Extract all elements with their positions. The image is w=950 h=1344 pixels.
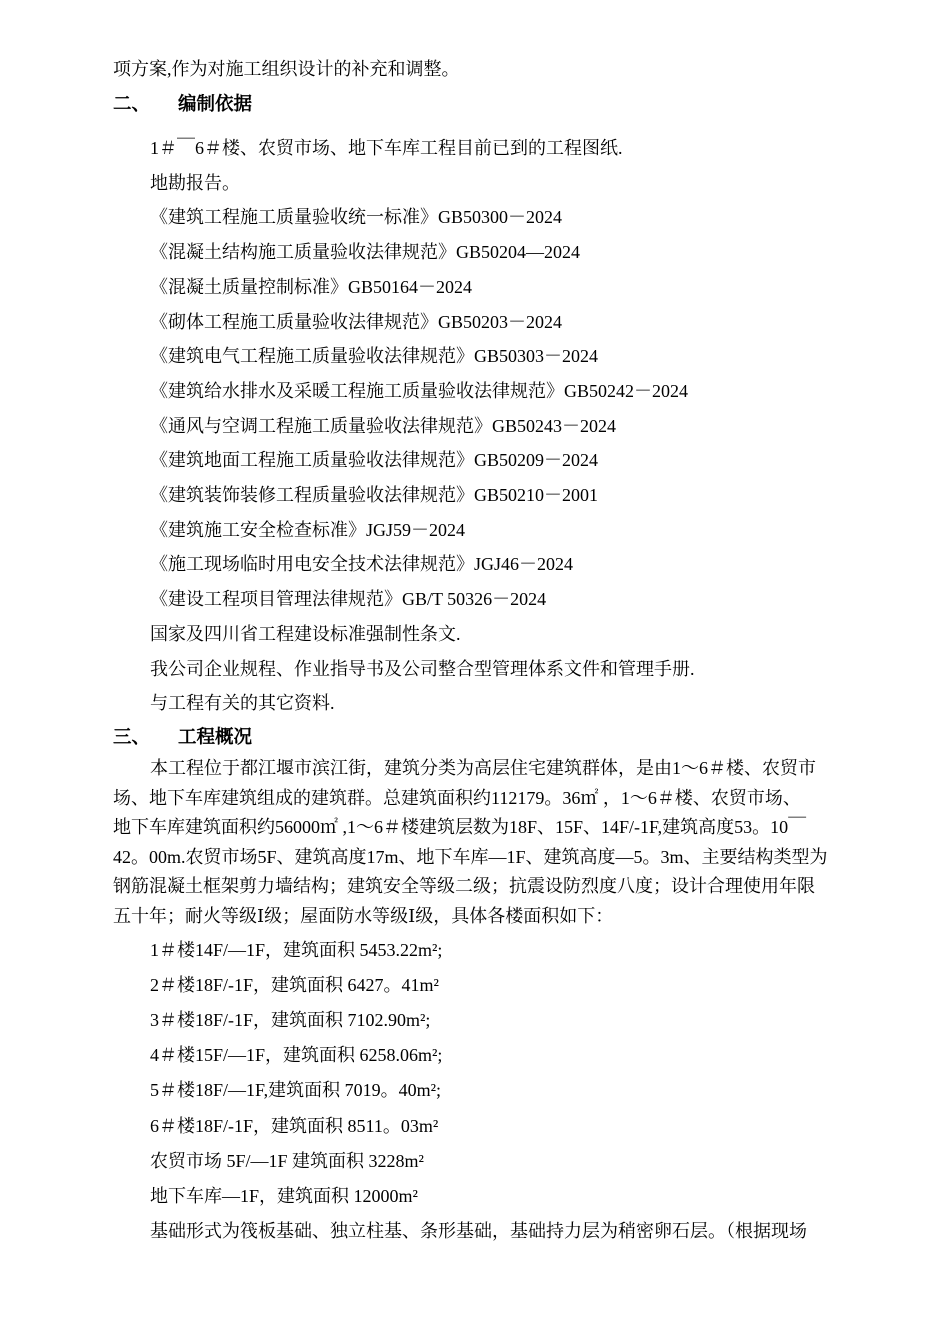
- section-2-number: 二、: [113, 95, 151, 115]
- building-area-item: 农贸市场 5F/—1F 建筑面积 3228m²: [150, 1150, 424, 1171]
- reference-item: 《通风与空调工程施工质量验收法律规范》GB50243－2024: [150, 415, 617, 436]
- overview-line: 钢筋混凝土框架剪力墙结构；建筑安全等级二级；抗震设防烈度八度；设计合理使用年限: [113, 876, 815, 897]
- overview-line: 地下车库建筑面积约56000㎡ ,1～6＃楼建筑层数为18F、15F、14F/-1F,建筑高度53。10￣: [113, 817, 807, 838]
- section-3-heading: [113, 725, 886, 751]
- overview-line: 五十年；耐火等级Ⅰ级；屋面防水等级Ⅰ级，具体各楼面积如下：: [113, 905, 614, 926]
- reference-item: 地勘报告。: [150, 172, 240, 193]
- section-3-number: 三、: [113, 727, 151, 748]
- overview-line: 场、地下车库建筑组成的建筑群。总建筑面积约112179。36㎡ ，1～6＃楼、农贸市场、: [113, 787, 801, 808]
- reference-item: 《施工现场临时用电安全技术法律规范》JGJ46－2024: [150, 554, 574, 575]
- reference-item: 《建筑地面工程施工质量验收法律规范》GB50209－2024: [150, 450, 599, 471]
- reference-item: 《建筑工程施工质量验收统一标准》GB50300－2024: [150, 207, 563, 228]
- reference-item: 《砌体工程施工质量验收法律规范》GB50203－2024: [150, 311, 563, 332]
- reference-item: 与工程有关的其它资料.: [150, 693, 335, 714]
- reference-item: 《混凝土质量控制标准》GB50164－2024: [150, 276, 473, 297]
- building-area-item: 4＃楼15F/—1F，建筑面积 6258.06m²;: [150, 1045, 443, 1066]
- project-overview-paragraph: [113, 754, 886, 932]
- building-area-item: 2＃楼18F/-1F，建筑面积 6427。41m²: [150, 974, 439, 995]
- reference-item: 《建设工程项目管理法律规范》GB/T 50326－2024: [150, 589, 547, 610]
- building-area-item: 地下车库—1F，建筑面积 12000m²: [150, 1185, 418, 1206]
- continuation-paragraph: 项方案,作为对施工组织设计的补充和调整。: [113, 59, 460, 79]
- overview-line: 本工程位于都江堰市滨江街，建筑分类为高层住宅建筑群体，是由1～6＃楼、农贸市: [150, 757, 816, 778]
- reference-item: 《混凝土结构施工质量验收法律规范》GB50204—2024: [150, 242, 581, 263]
- section-2-heading: [113, 92, 886, 118]
- reference-item: 1＃￣6＃楼、农贸市场、地下车库工程目前已到的工程图纸.: [150, 138, 623, 158]
- reference-list: [113, 131, 886, 721]
- reference-item: 《建筑电气工程施工质量验收法律规范》GB50303－2024: [150, 346, 599, 367]
- building-area-item: 3＃楼18F/-1F，建筑面积 7102.90m²;: [150, 1009, 431, 1030]
- building-area-item: 5＃楼18F/—1F,建筑面积 7019。40m²;: [150, 1080, 441, 1101]
- reference-item: 国家及四川省工程建设标准强制性条文.: [150, 623, 461, 644]
- building-area-list: [113, 933, 886, 1215]
- building-area-item: 6＃楼18F/-1F，建筑面积 8511。03m²: [150, 1115, 439, 1136]
- reference-item: 我公司企业规程、作业指导书及公司整合型管理体系文件和管理手册.: [150, 658, 695, 679]
- section-3-title: 工程概况: [178, 727, 253, 748]
- foundation-paragraph: 基础形式为筏板基础、独立柱基、条形基础，基础持力层为稍密卵石层。（根据现场: [150, 1221, 807, 1242]
- overview-line: 42。00m.农贸市场5F、建筑高度17m、地下车库—1F、建筑高度—5。3m、主要结构类型为: [113, 846, 828, 867]
- reference-item: 《建筑施工安全检查标准》JGJ59－2024: [150, 519, 466, 540]
- building-area-item: 1＃楼14F/—1F，建筑面积 5453.22m²;: [150, 939, 443, 960]
- section-2-title: 编制依据: [178, 95, 253, 115]
- reference-item: 《建筑装饰装修工程质量验收法律规范》GB50210－2001: [150, 485, 599, 506]
- reference-item: 《建筑给水排水及采暖工程施工质量验收法律规范》GB50242－2024: [150, 380, 689, 401]
